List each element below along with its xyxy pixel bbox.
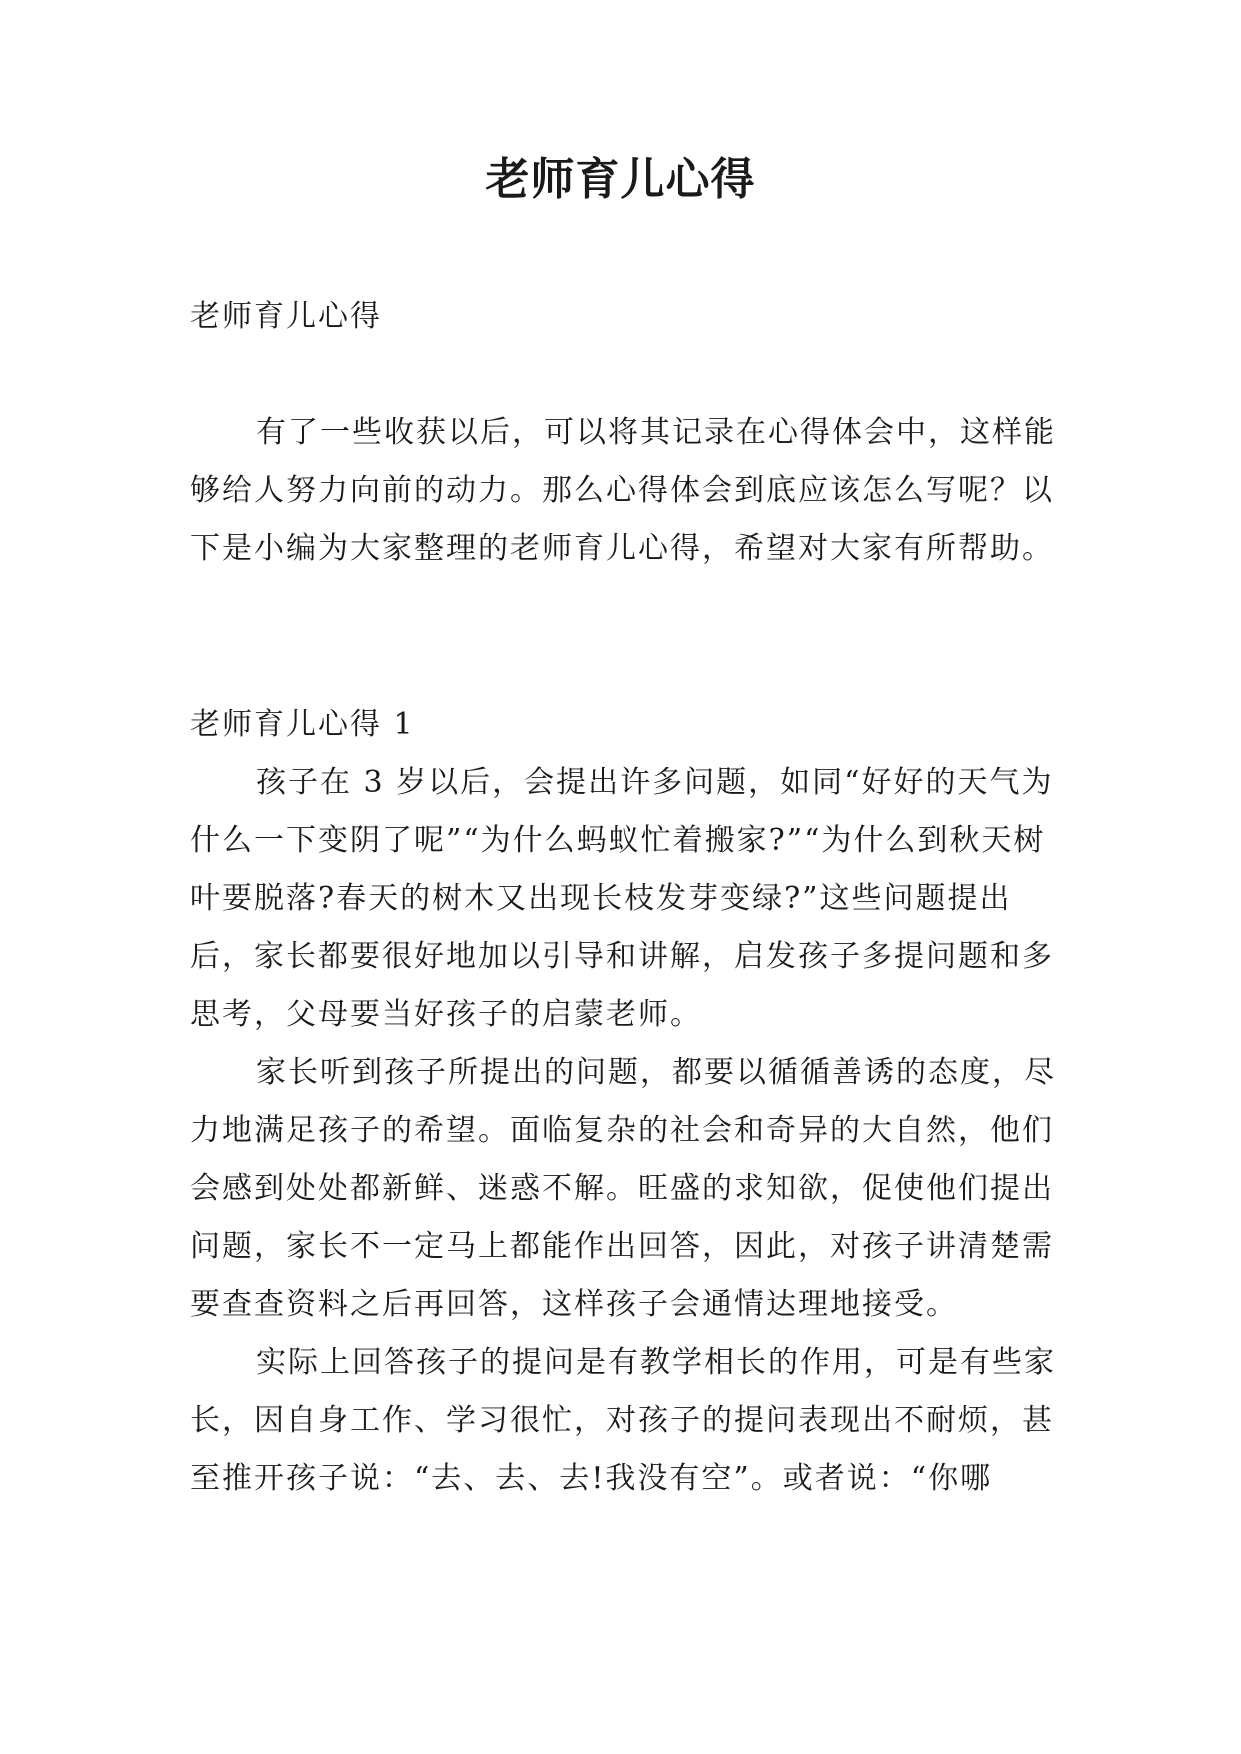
- section-heading: 老师育儿心得 1: [190, 707, 415, 742]
- section-body: [190, 754, 1060, 1508]
- body-paragraph: 实际上回答孩子的提问是有教学相长的作用，可是有些家长，因自身工作、学习很忙，对孩子的提问表现出不耐烦，甚至推开孩子说：“去、去、去!我没有空”。或者说：“你哪: [190, 1345, 1056, 1496]
- body-paragraph: 家长听到孩子所提出的问题，都要以循循善诱的态度，尽力地满足孩子的希望。面临复杂的社会和奇异的大自然，他们会感到处处都新鲜、迷惑不解。旺盛的求知欲，促使他们提出问题，家长不一定马上都能作出回答，因此，对孩子讲清楚需要查查资料之后再回答，这样孩子会通情达理地接受。: [190, 1055, 1056, 1322]
- document-subtitle: 老师育儿心得: [190, 299, 382, 334]
- body-paragraph: 孩子在 3 岁以后，会提出许多问题，如同“好好的天气为什么一下变阴了呢”“为什么蚂蚁忙着搬家?”“为什么到秋天树叶要脱落?春天的树木又出现长枝发芽变绿?”这些问题提出后，家长都要很好地加以引导和讲解，启发孩子多提问题和多思考，父母要当好孩子的启蒙老师。: [190, 765, 1054, 1032]
- intro-paragraph: 有了一些收获以后，可以将其记录在心得体会中，这样能够给人努力向前的动力。那么心得体会到底应该怎么写呢？以下是小编为大家整理的老师育儿心得，希望对大家有所帮助。: [190, 415, 1056, 566]
- document-title: 老师育儿心得: [485, 154, 756, 205]
